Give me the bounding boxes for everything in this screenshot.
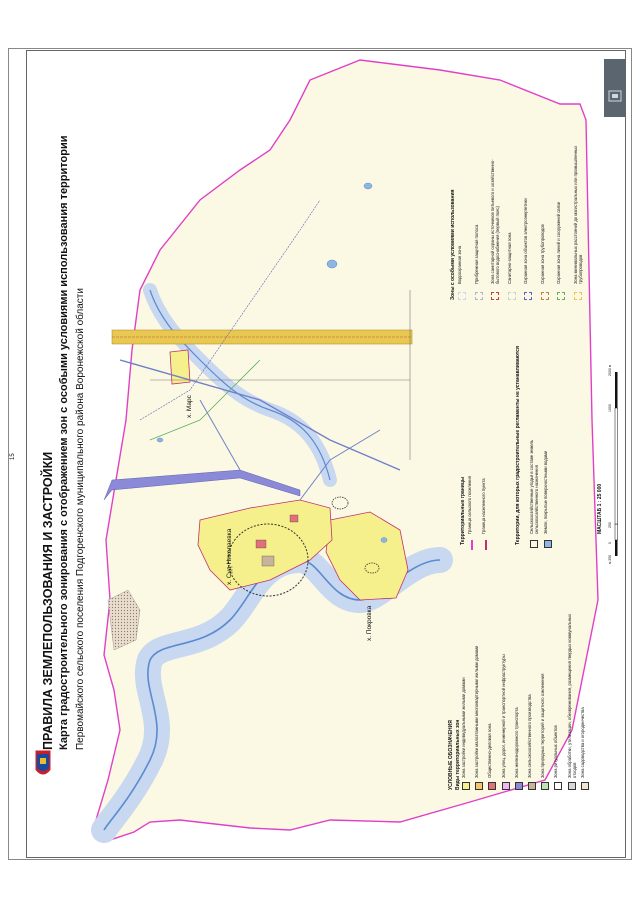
zones-label-7: Зона ритуальных объектов [553,725,559,778]
territories-swatch-1 [544,540,552,548]
special-label-4: Охранная зона объектов электроэнергетики [523,198,528,284]
special-swatch-2 [491,292,499,300]
scale-bar [615,372,618,556]
zones-swatch-9 [581,782,589,790]
scale-tick-3: 1000 [608,404,612,412]
zones-label-9: Зона садоводства и огородничества [579,707,585,778]
zones-swatch-2 [488,782,496,790]
place-label-sud-nikolaevka: х. Суд-Николаевка [226,528,233,585]
title-line-1: ПРАВИЛА ЗЕМЛЕПОЛЬЗОВАНИЯ И ЗАСТРОЙКИ [41,451,55,750]
special-label-5: Охранная зона трубопроводов [539,224,545,284]
special-label-3: Санитарно-защитная зона [506,232,512,284]
coat-of-arms-emblem [33,748,53,782]
boundaries-label-1: Граница населенного пункта [481,478,486,534]
territories-swatch-0 [530,540,538,548]
pond-1 [327,260,337,268]
zones-label-4: Зона железнодорожного транспорта [513,707,519,778]
legend-territories-heading: Территории, для которых градостроительные регламенты не устанавливаются [515,346,521,545]
zones-label-0: Зона застройки индивидуальными жилыми домами [461,677,466,778]
zones-label-8: Зона обработки, утилизации, обезвреживания, размещения твердых коммунальных отходов [566,613,577,778]
public-zone-1 [256,540,266,548]
special-swatch-1 [475,292,483,300]
page-number: 15 [10,453,16,460]
pond-4 [157,438,163,442]
zones-swatch-7 [554,782,562,790]
scale-tick-0: м 250 [608,554,612,564]
special-swatch-3 [508,292,516,300]
publisher-logo [604,59,626,117]
title-line-2: Карта градостроительного зонирования с отображением зон с особыми условиями использования территории [58,135,70,750]
boundaries-swatch-1 [485,540,487,550]
scale-tick-4: 2000 м [608,364,612,376]
zones-swatch-5 [528,782,536,790]
legend-zones-heading: Виды территориальных зон [455,719,461,790]
special-swatch-5 [541,292,549,300]
place-label-mars: х. Марс [186,395,193,418]
legend-special-heading: Зоны с особыми условиями использования [450,189,456,300]
agri-production-zone [262,556,274,566]
special-swatch-4 [524,292,532,300]
zones-label-2: Общественно-деловая зона [487,723,493,778]
special-label-6: Охранная зона линий и сооружений связи [556,201,561,284]
special-label-7: Зона минимальных расстояний до магистральных или промышленных трубопроводов [572,145,583,284]
place-label-pokrovka: х. Покровка [366,605,373,641]
special-label-0: Водоохранная зона [457,245,462,284]
special-swatch-7 [574,292,582,300]
legend-heading: УСЛОВНЫЕ ОБОЗНАЧЕНИЯ [448,720,454,790]
zones-swatch-4 [515,782,523,790]
zones-label-1: Зона застройки малоэтажными многоквартирными жилыми домами [474,645,480,778]
special-swatch-0 [458,292,466,300]
zones-swatch-0 [462,782,470,790]
special-label-1: Прибрежная защитная полоса [473,224,479,284]
scale-label: МАСШТАБ 1 : 25 000 [597,483,603,534]
scale-tick-1: 0 [608,542,612,544]
boundaries-swatch-0 [471,540,473,550]
zones-label-5: Зона сельскохозяйственного производства [527,694,532,778]
zones-swatch-3 [502,782,510,790]
title-line-3: Первомайского сельского поселения Подгоренского муниципального района Воронежской области [75,288,86,750]
territories-label-1: Земли, покрытые поверхностными водами [543,450,548,534]
zones-swatch-1 [475,782,483,790]
pond-3 [381,538,387,543]
scale-tick-2: 250 [608,522,612,528]
zones-swatch-8 [568,782,576,790]
special-label-2: Зона санитарной охраны источников питьевого и хозяйственно-бытового водоснабжения (первый пояс) [490,159,500,284]
zones-label-3: Зона улиц, дорог, инженерной и транспортной инфраструктуры [500,654,506,778]
public-zone-2 [290,515,298,522]
legend-boundaries-heading: Территориальные границы [460,476,466,545]
territories-label-0: Сельскохозяйственные угодья в составе земель сельскохозяйственного назначения [529,439,539,534]
pond-2 [364,183,372,189]
zones-swatch-6 [541,782,549,790]
zones-label-6: Зона природных территорий и защитного озеленения [540,673,546,778]
logo-icon [604,59,626,117]
boundaries-label-0: Граница сельского поселения [467,476,472,534]
special-swatch-6 [557,292,565,300]
